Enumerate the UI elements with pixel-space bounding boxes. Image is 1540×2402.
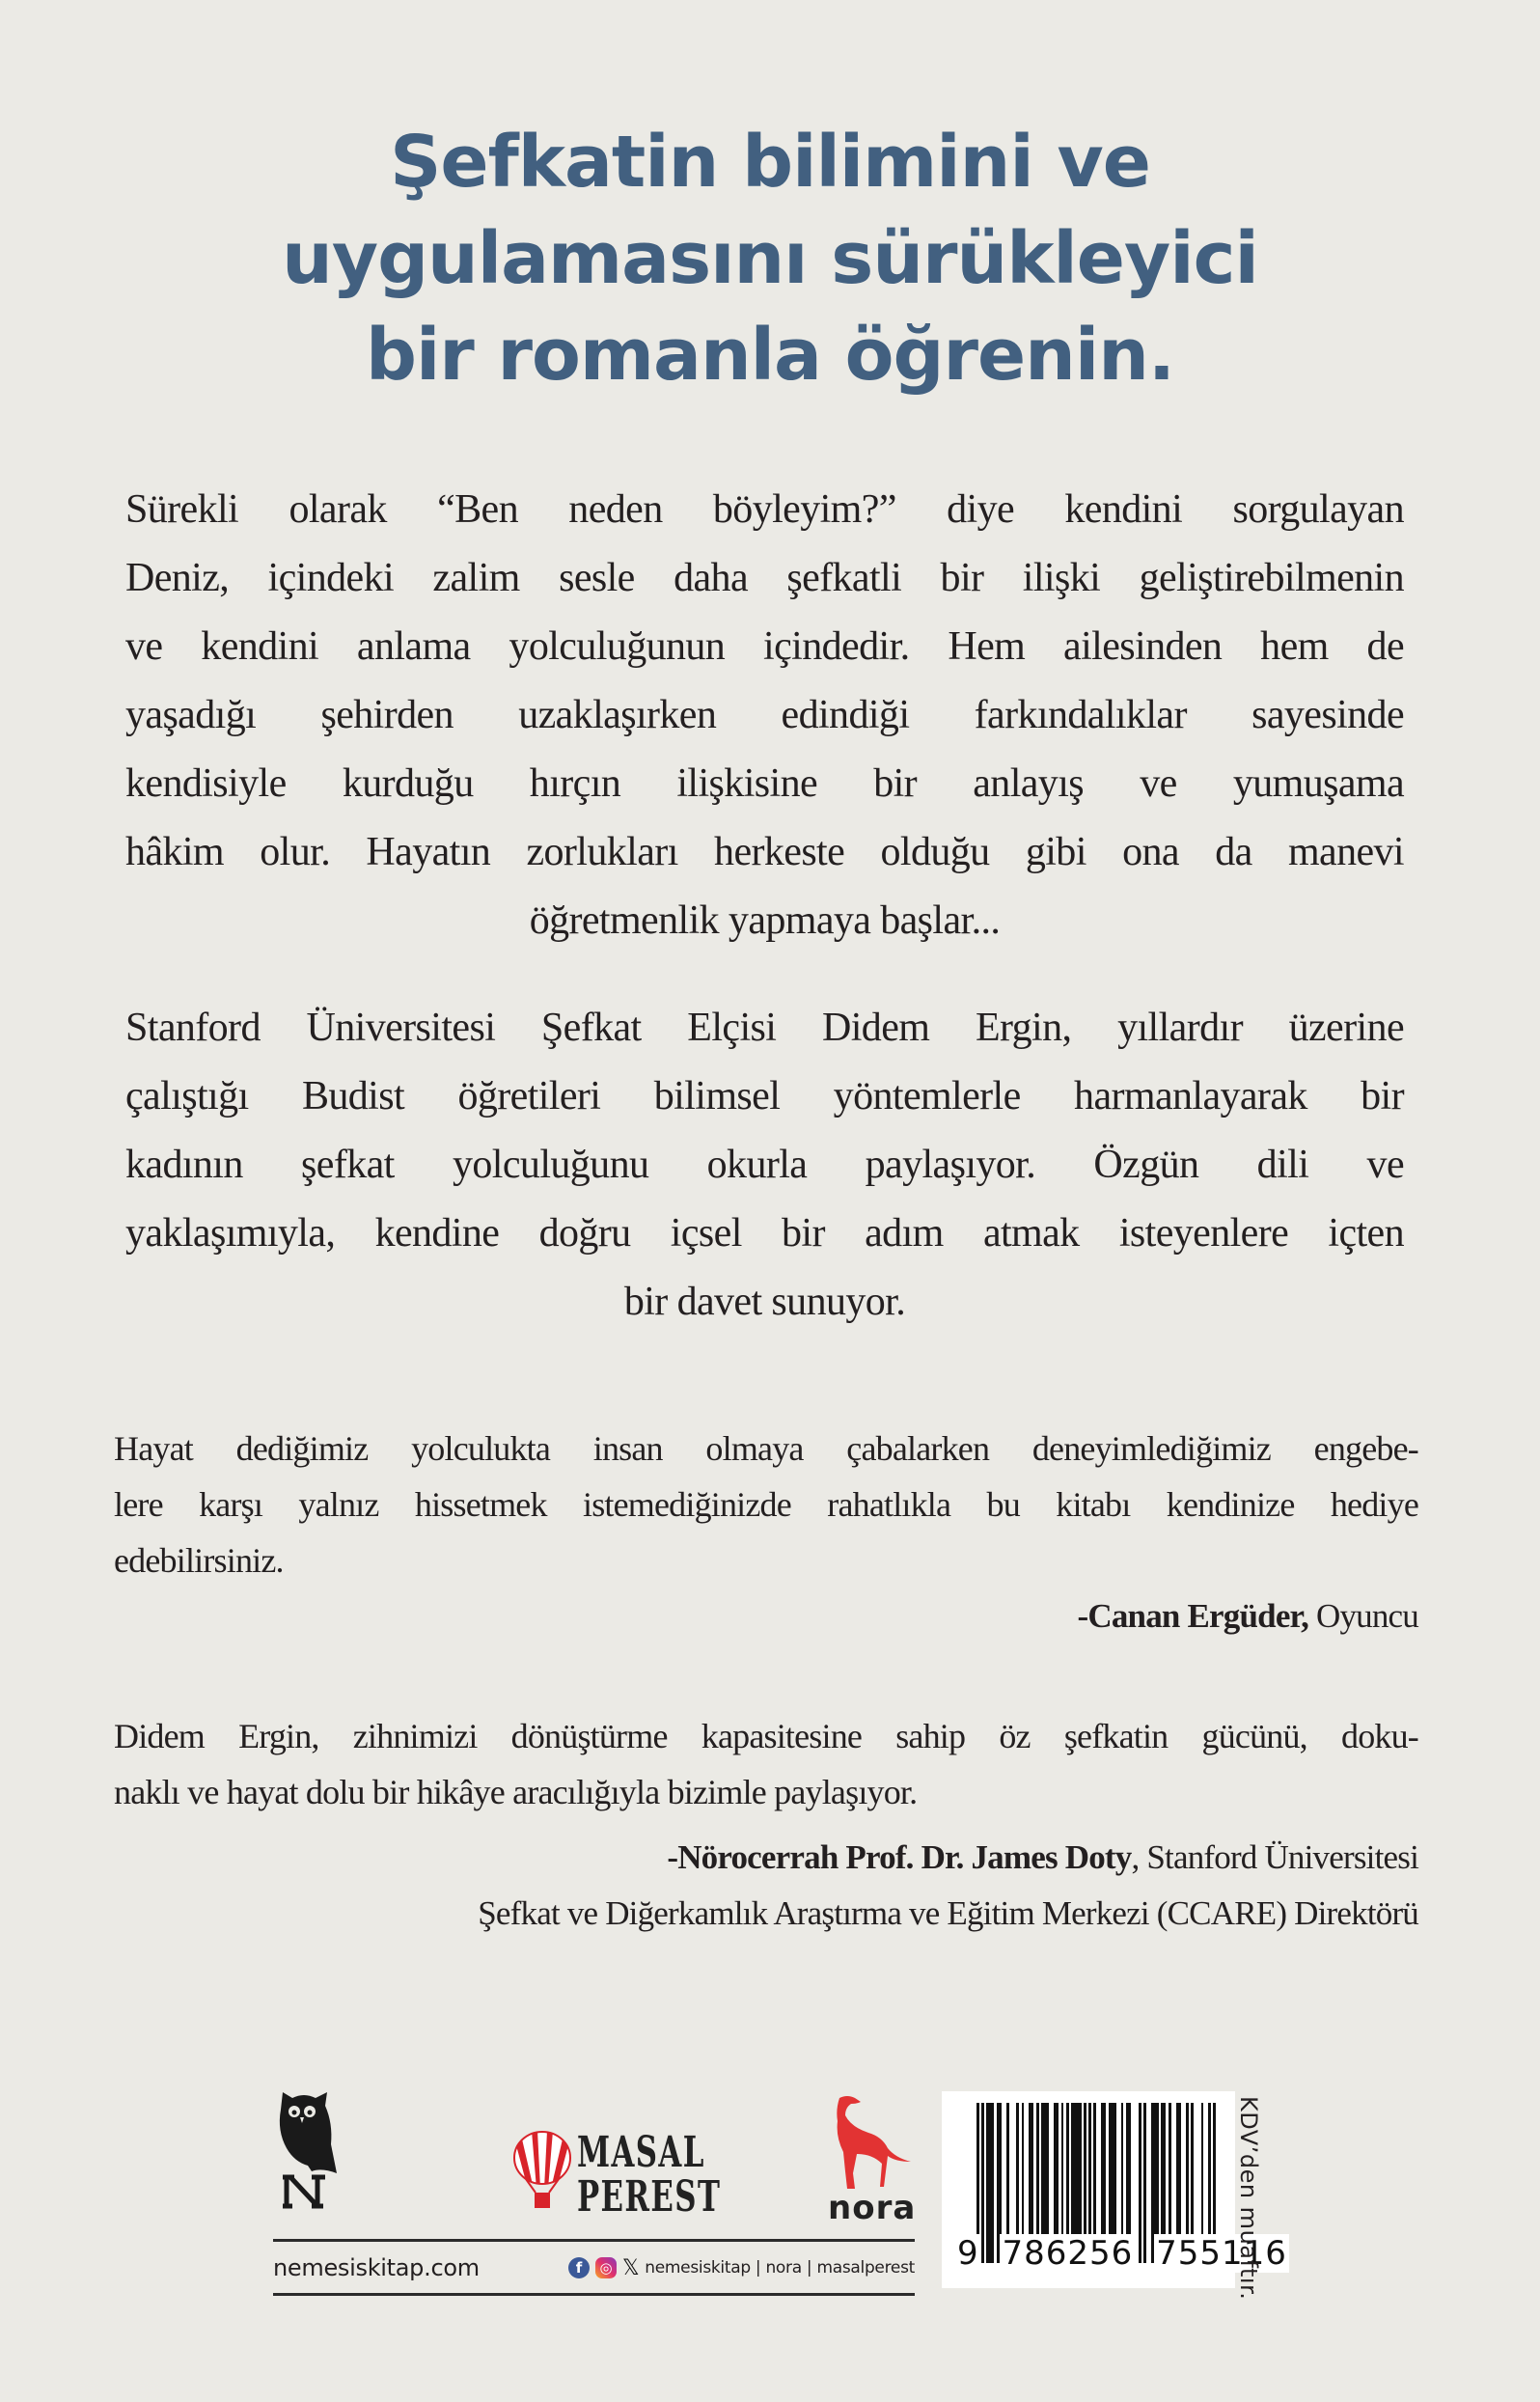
text-line: hâkim olur. Hayatın zorlukları herkeste olduğu gibi ona da manevi [125, 830, 1404, 874]
author-paragraph [125, 994, 1404, 1337]
quote-author-role-line-2: Şefkat ve Diğerkamlık Araştırma ve Eğitim Merkezi (CCARE) Direktörü [478, 1894, 1418, 1932]
publisher-contact-row [273, 2250, 915, 2285]
text-line: Stanford Üniversitesi Şefkat Elçisi Didem Ergin, yıllardır üzerine [125, 1006, 1404, 1050]
masal-perest-wordmark: MASAL PEREST [577, 2128, 722, 2222]
social-links [568, 2256, 915, 2280]
quote-author-role: , Stanford Üniversitesi [1131, 1838, 1418, 1876]
headline-line-1: Şefkatin bilimini ve [390, 121, 1150, 204]
quote-author: -Nörocerrah Prof. Dr. James Doty [667, 1838, 1132, 1876]
quote-attribution [114, 1588, 1418, 1644]
text-line: ve kendini anlama yolculuğunun içindedir. Hem ailesinden hem de [125, 624, 1404, 669]
quote-author: -Canan Ergüder, [1077, 1597, 1309, 1635]
tax-exempt-note: KDV’den muaftır. [1235, 2096, 1262, 2301]
text-line: bir davet sunuyor. [623, 1280, 906, 1324]
x-icon[interactable]: 𝕏 [621, 2255, 640, 2280]
endorsement-quote-2 [114, 1708, 1418, 1942]
quote-line: lere karşı yalnız hissetmek istemediğinizde rahatlıkla bu kitabı kendinize hediye [114, 1485, 1418, 1524]
endorsement-quote-1 [114, 1421, 1418, 1644]
text-line: Deniz, içindeki zalim sesle daha şefkatli bir ilişki geliştirebilmenin [125, 556, 1404, 600]
text-line: kadının şefkat yolculuğunu okurla paylaşıyor. Özgün dili ve [125, 1143, 1404, 1187]
text-line: kendisiyle kurduğu hırçın ilişkisine bir anlayış ve yumuşama [125, 761, 1404, 806]
isbn-number: 9 786256 755116 [957, 2234, 1287, 2273]
headline [0, 114, 1540, 403]
quote-line: naklı ve hayat dolu bir hikâye aracılığıyla bizimle paylaşıyor. [114, 1773, 918, 1811]
greyhound-icon [828, 2094, 915, 2191]
text-line: yaşadığı şehirden uzaklaşırken edindiği farkındalıklar sayesinde [125, 693, 1404, 737]
quote-author-role: Oyuncu [1308, 1597, 1418, 1635]
hot-air-balloon-icon [512, 2131, 572, 2212]
quote-line: edebilirsiniz. [114, 1541, 284, 1580]
text-line: yaklaşımıyla, kendine doğru içsel bir adım atmak isteyenlere içten [125, 1211, 1404, 1256]
quote-line: Didem Ergin, zihnimizi dönüştürme kapasitesine sahip öz şefkatin gücünü, doku- [114, 1717, 1418, 1755]
nora-wordmark: nora [828, 2189, 917, 2227]
social-handles: nemesiskitap | nora | masalperest [645, 2258, 915, 2278]
owl-icon [273, 2084, 341, 2210]
synopsis-paragraph [125, 476, 1404, 955]
divider-bottom [273, 2293, 915, 2296]
website-link[interactable]: nemesiskitap.com [273, 2254, 480, 2281]
instagram-icon[interactable]: ◎ [595, 2257, 617, 2278]
divider-top [273, 2239, 915, 2242]
headline-line-2: uygulamasını sürükleyici [282, 217, 1258, 300]
facebook-icon[interactable]: f [568, 2257, 590, 2278]
text-line: Sürekli olarak “Ben neden böyleyim?” diye kendini sorgulayan [125, 487, 1404, 532]
text-line: öğretmenlik yapmaya başlar... [529, 898, 1001, 943]
quote-attribution [114, 1830, 1418, 1886]
publisher-logos [273, 2084, 915, 2297]
quote-line: Hayat dediğimiz yolculukta insan olmaya çabalarken deneyimlediğimiz engebe- [114, 1429, 1418, 1468]
text-line: çalıştığı Budist öğretileri bilimsel yöntemlerle harmanlayarak bir [125, 1074, 1404, 1118]
headline-line-3: bir romanla öğrenin. [365, 314, 1175, 397]
